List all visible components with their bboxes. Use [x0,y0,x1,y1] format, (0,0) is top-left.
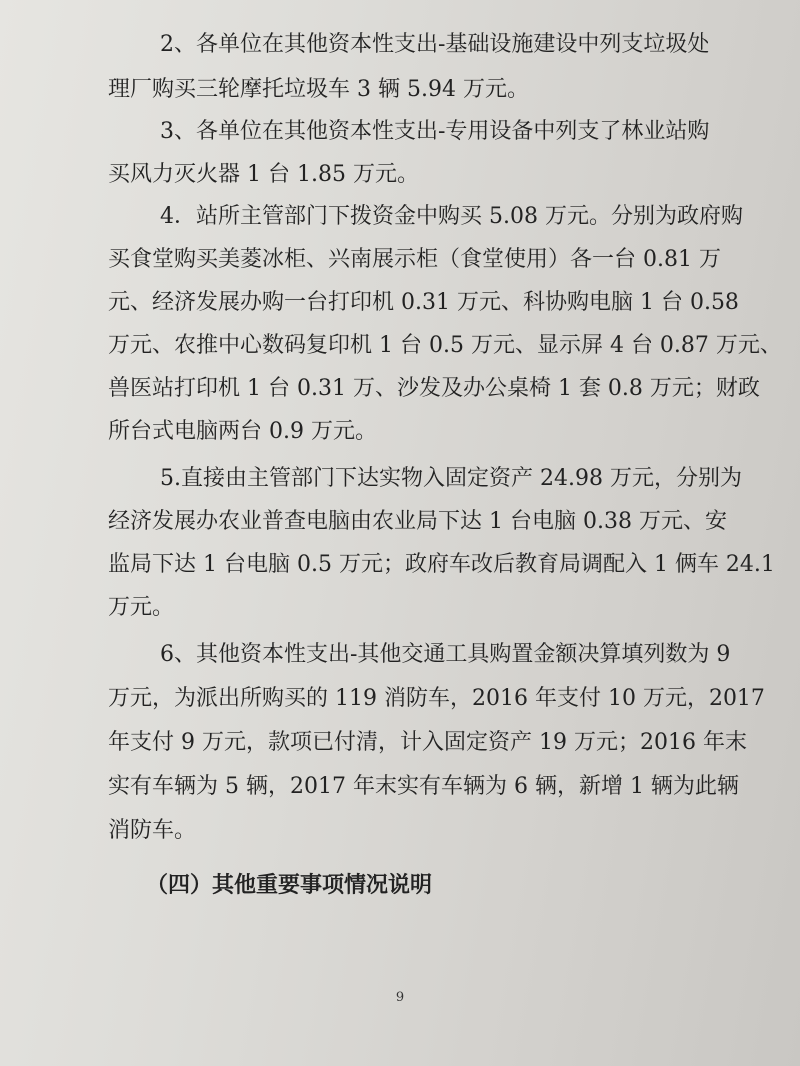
text-line: 万元。 [108,595,175,620]
text-line: 经济发展办农业普查电脑由农业局下达 1 台电脑 0.38 万元、安 [108,509,727,534]
text-line: 2、各单位在其他资本性支出-基础设施建设中列支垃圾处 [160,32,710,57]
text-line: 监局下达 1 台电脑 0.5 万元；政府车改后教育局调配入 1 俩车 24.1 [108,552,775,577]
text-line: 兽医站打印机 1 台 0.31 万、沙发及办公桌椅 1 套 0.8 万元；财政 [108,376,760,401]
text-line: 所台式电脑两台 0.9 万元。 [108,419,377,444]
text-line: 实有车辆为 5 辆，2017 年末实有车辆为 6 辆，新增 1 辆为此辆 [108,774,739,799]
text-line: 4．站所主管部门下拨资金中购买 5.08 万元。分别为政府购 [160,204,743,229]
text-line: 理厂购买三轮摩托垃圾车 3 辆 5.94 万元。 [108,77,529,102]
text-line: 消防车。 [108,818,197,843]
text-line: 买食堂购买美菱冰柜、兴南展示柜（食堂使用）各一台 0.81 万 [108,247,721,272]
text-line: 万元，为派出所购买的 119 消防车，2016 年支付 10 万元，2017 [108,686,765,711]
text-line: 年支付 9 万元，款项已付清，计入固定资产 19 万元；2016 年末 [108,730,747,755]
text-line: 万元、农推中心数码复印机 1 台 0.5 万元、显示屏 4 台 0.87 万元、 [108,333,782,358]
text-line: 元、经济发展办购一台打印机 0.31 万元、科协购电脑 1 台 0.58 [108,290,739,315]
text-line: 6、其他资本性支出-其他交通工具购置金额决算填列数为 9 [160,642,731,667]
text-line: 3、各单位在其他资本性支出-专用设备中列支了林业站购 [160,119,710,144]
section-heading: （四）其他重要事项情况说明 [146,872,433,898]
page-number: 9 [395,990,405,1005]
text-line: 买风力灭火器 1 台 1.85 万元。 [108,162,419,187]
text-line: 5.直接由主管部门下达实物入固定资产 24.98 万元，分别为 [160,466,742,491]
